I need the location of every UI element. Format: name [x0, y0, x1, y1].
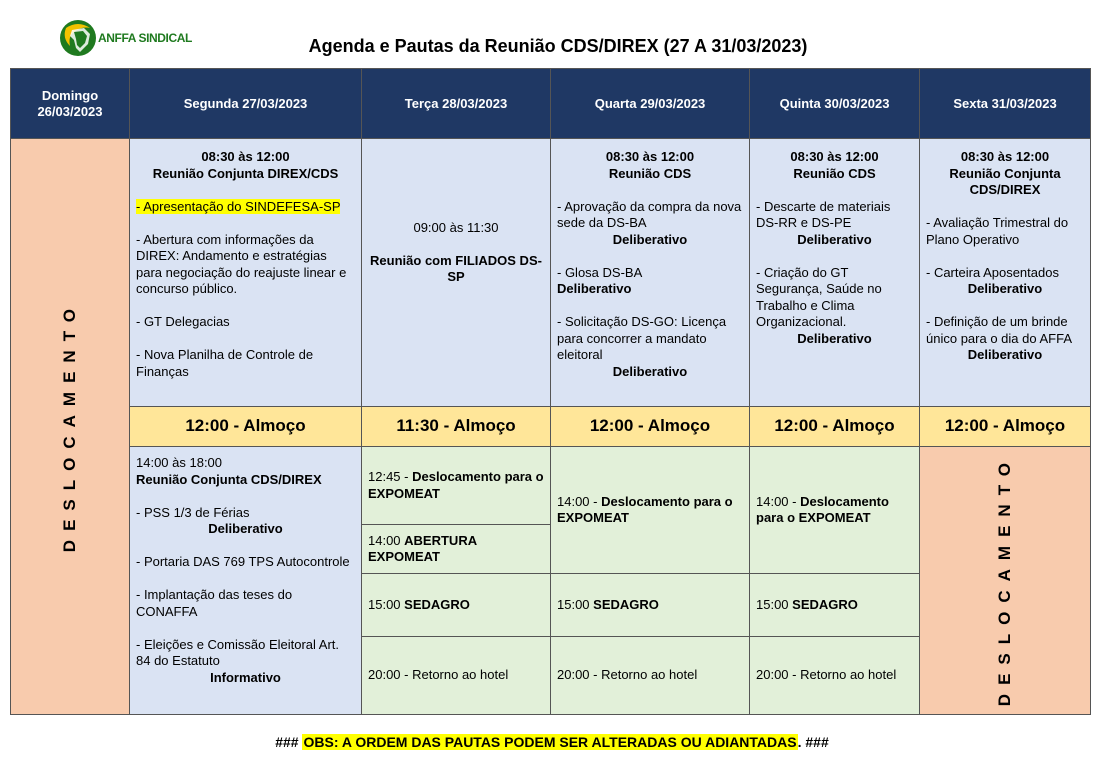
agenda-item: - Glosa DS-BA [557, 264, 643, 280]
terca-morning-session: 09:00 às 11:30 Reunião com FILIADOS DS-SP [362, 139, 551, 407]
terca-retorno-hotel: 20:00 - Retorno ao hotel [362, 637, 551, 715]
logo-text: ANFFA SINDICAL [98, 31, 192, 45]
quinta-deslocamento: 14:00 - Deslocamento para o EXPOMEAT [750, 447, 920, 574]
deliberativo-tag: Deliberativo [208, 521, 283, 536]
deliberativo-tag: Deliberativo [557, 281, 632, 296]
agenda-table [10, 68, 1091, 715]
sexta-morning-session: 08:30 às 12:00 Reunião Conjunta CDS/DIREX - Avaliação Trimestral do Plano Operativo - Carteira Aposentados Deliberativo - Definição de um brinde único para o dia do AFFA Deliberativo [920, 139, 1091, 407]
quarta-lunch: 12:00 - Almoço [551, 407, 750, 447]
quarta-deslocamento: 14:00 - Deslocamento para o EXPOMEAT [551, 447, 750, 574]
column-header-domingo: Domingo 26/03/2023 [11, 69, 130, 139]
deliberativo-tag: Deliberativo [967, 347, 1043, 362]
terca-deslocamento: 12:45 - Deslocamento para o EXPOMEAT [362, 447, 551, 525]
segunda-afternoon-session: 14:00 às 18:00 Reunião Conjunta CDS/DIREX - PSS 1/3 de Férias Deliberativo - Portaria DAS 769 TPS Autocontrole - Implantação das teses do CONAFFA - Eleições e Comissão Eleitoral Art. 84 do Estatuto Informativo [130, 447, 362, 715]
agenda-item: - GT Delegacias [136, 314, 230, 329]
segunda-lunch: 12:00 - Almoço [130, 407, 362, 447]
deliberativo-tag: Deliberativo [967, 281, 1043, 296]
quarta-morning-session: 08:30 às 12:00 Reunião CDS - Aprovação da compra da nova sede da DS-BA Deliberativo - Glosa DS-BA Deliberativo - Solicitação DS-GO: Licença para concorrer a mandato eleitoral Deliberativo [551, 139, 750, 407]
observation-note: ### OBS: A ORDEM DAS PAUTAS PODEM SER ALTERADAS OU ADIANTADAS. ### [275, 734, 829, 750]
agenda-item: - Carteira Aposentados [926, 264, 1059, 280]
column-header-quinta: Quinta 30/03/2023 [750, 69, 920, 139]
quinta-retorno-hotel: 20:00 - Retorno ao hotel [750, 637, 920, 715]
terca-abertura-expomeat: 14:00 ABERTURA EXPOMEAT [362, 525, 551, 574]
quinta-sedagro: 15:00 SEDAGRO [750, 574, 920, 637]
agenda-item: - Portaria DAS 769 TPS Autocontrole [136, 554, 350, 569]
informativo-tag: Informativo [210, 669, 281, 685]
column-header-segunda: Segunda 27/03/2023 [130, 69, 362, 139]
quarta-retorno-hotel: 20:00 - Retorno ao hotel [551, 637, 750, 715]
column-header-sexta: Sexta 31/03/2023 [920, 69, 1091, 139]
agenda-item: - Solicitação DS-GO: Licença para concorrer a mandato eleitoral [557, 314, 727, 362]
deliberativo-tag: Deliberativo [797, 231, 872, 247]
agenda-item: - Apresentação do SINDEFESA-SP [136, 198, 341, 214]
sexta-lunch: 12:00 - Almoço [920, 407, 1091, 447]
observation-highlight: OBS: A ORDEM DAS PAUTAS PODEM SER ALTERADAS OU ADIANTADAS [303, 734, 797, 750]
quinta-morning-session: 08:30 às 12:00 Reunião CDS - Descarte de materiais DS-RR e DS-PE Deliberativo - Criação do GT Segurança, Saúde no Trabalho e Clima Organizacional. Deliberativo [750, 139, 920, 407]
terca-sedagro: 15:00 SEDAGRO [362, 574, 551, 637]
deliberativo-tag: Deliberativo [797, 330, 872, 346]
segunda-morning-session: 08:30 às 12:00 Reunião Conjunta DIREX/CDS - Apresentação do SINDEFESA-SP - Abertura com informações da DIREX: Andamento e estratégias para negociação do reajuste linear e concurso público. - GT Delegacias - Nova Planilha de Controle de Finanças [130, 139, 362, 407]
agenda-item: - Descarte de materiais DS-RR e DS-PE [756, 198, 891, 230]
agenda-item: - Nova Planilha de Controle de Finanças [136, 347, 314, 379]
agenda-item: - Eleições e Comissão Eleitoral Art. 84 do Estatuto [136, 636, 340, 668]
agenda-item: - Abertura com informações da DIREX: Andamento e estratégias para negociação do reajuste linear e concurso público. [136, 231, 347, 296]
deliberativo-tag: Deliberativo [612, 363, 688, 379]
domingo-cell [11, 139, 130, 715]
agenda-item: - Implantação das teses do CONAFFA [136, 587, 293, 619]
domingo-deslocamento: DESLOCAMENTO [59, 300, 79, 553]
agenda-item: - Avaliação Trimestral do Plano Operativo [926, 215, 1069, 247]
agenda-item: - PSS 1/3 de Férias [136, 504, 250, 520]
column-header-terca: Terça 28/03/2023 [362, 69, 551, 139]
agenda-item: - Definição de um brinde único para o dia do AFFA [926, 314, 1072, 346]
column-header-quarta: Quarta 29/03/2023 [551, 69, 750, 139]
quarta-sedagro: 15:00 SEDAGRO [551, 574, 750, 637]
agenda-item: - Aprovação da compra da nova sede da DS-BA [557, 198, 742, 230]
sexta-deslocamento: DESLOCAMENTO [994, 454, 1014, 707]
terca-lunch: 11:30 - Almoço [362, 407, 551, 447]
sexta-afternoon-cell [920, 447, 1091, 715]
quinta-lunch: 12:00 - Almoço [750, 407, 920, 447]
agenda-item: - Criação do GT Segurança, Saúde no Trabalho e Clima Organizacional. [756, 264, 882, 329]
deliberativo-tag: Deliberativo [612, 231, 688, 247]
document-title: Agenda e Pautas da Reunião CDS/DIREX (27 A 31/03/2023) [308, 36, 808, 56]
